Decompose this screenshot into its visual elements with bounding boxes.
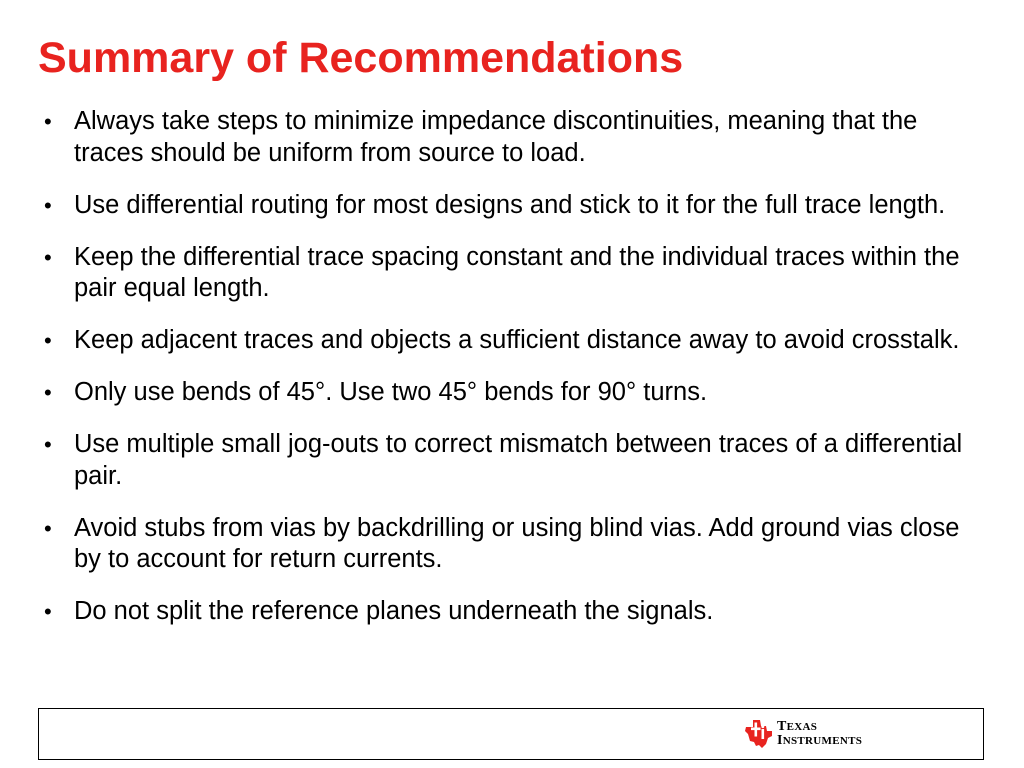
bullet-text: Keep the differential trace spacing constant and the individual traces within the pair equal length.	[74, 242, 960, 302]
bullet-glyph: •	[44, 380, 52, 405]
bullet-text: Keep adjacent traces and objects a sufficient distance away to avoid crosstalk.	[74, 326, 960, 354]
bullet-text: Avoid stubs from vias by backdrilling or using blind vias. Add ground vias close by to account for return currents.	[74, 513, 960, 573]
bullet-text: Use multiple small jog-outs to correct mismatch between traces of a differential pair.	[74, 430, 963, 490]
bullet-text: Use differential routing for most designs and stick to it for the full trace length.	[74, 190, 946, 219]
bullet-item	[44, 190, 984, 222]
footer-bar	[38, 708, 984, 760]
bullet-text: Always take steps to minimize impedance discontinuities, meaning that the traces should be uniform from source to load.	[74, 107, 918, 167]
slide-title: Summary of Recommendations	[38, 34, 684, 82]
bullet-item	[44, 325, 984, 357]
bullet-item	[44, 429, 984, 492]
bullet-text: Only use bends of 45°. Use two 45° bends for 90° turns.	[74, 378, 708, 406]
bullet-glyph: •	[44, 192, 52, 218]
ti-logo	[744, 717, 862, 751]
bullet-glyph: •	[44, 432, 52, 457]
bullet-glyph: •	[44, 515, 52, 541]
bullet-glyph: •	[44, 599, 52, 624]
bullet-item	[44, 513, 984, 576]
bullet-glyph: •	[44, 328, 52, 353]
bullet-item	[44, 596, 984, 628]
bullet-glyph: •	[44, 109, 52, 134]
ti-logo-wordmark: TEXAS INSTRUMENTS	[777, 719, 863, 748]
bullet-item	[44, 106, 984, 169]
ti-logo-icon	[744, 718, 774, 750]
bullet-glyph: •	[44, 244, 52, 270]
bullet-text: Do not split the reference planes underneath the signals.	[74, 597, 714, 625]
bullet-list	[44, 106, 984, 648]
bullet-item	[44, 242, 984, 305]
bullet-item	[44, 377, 984, 409]
